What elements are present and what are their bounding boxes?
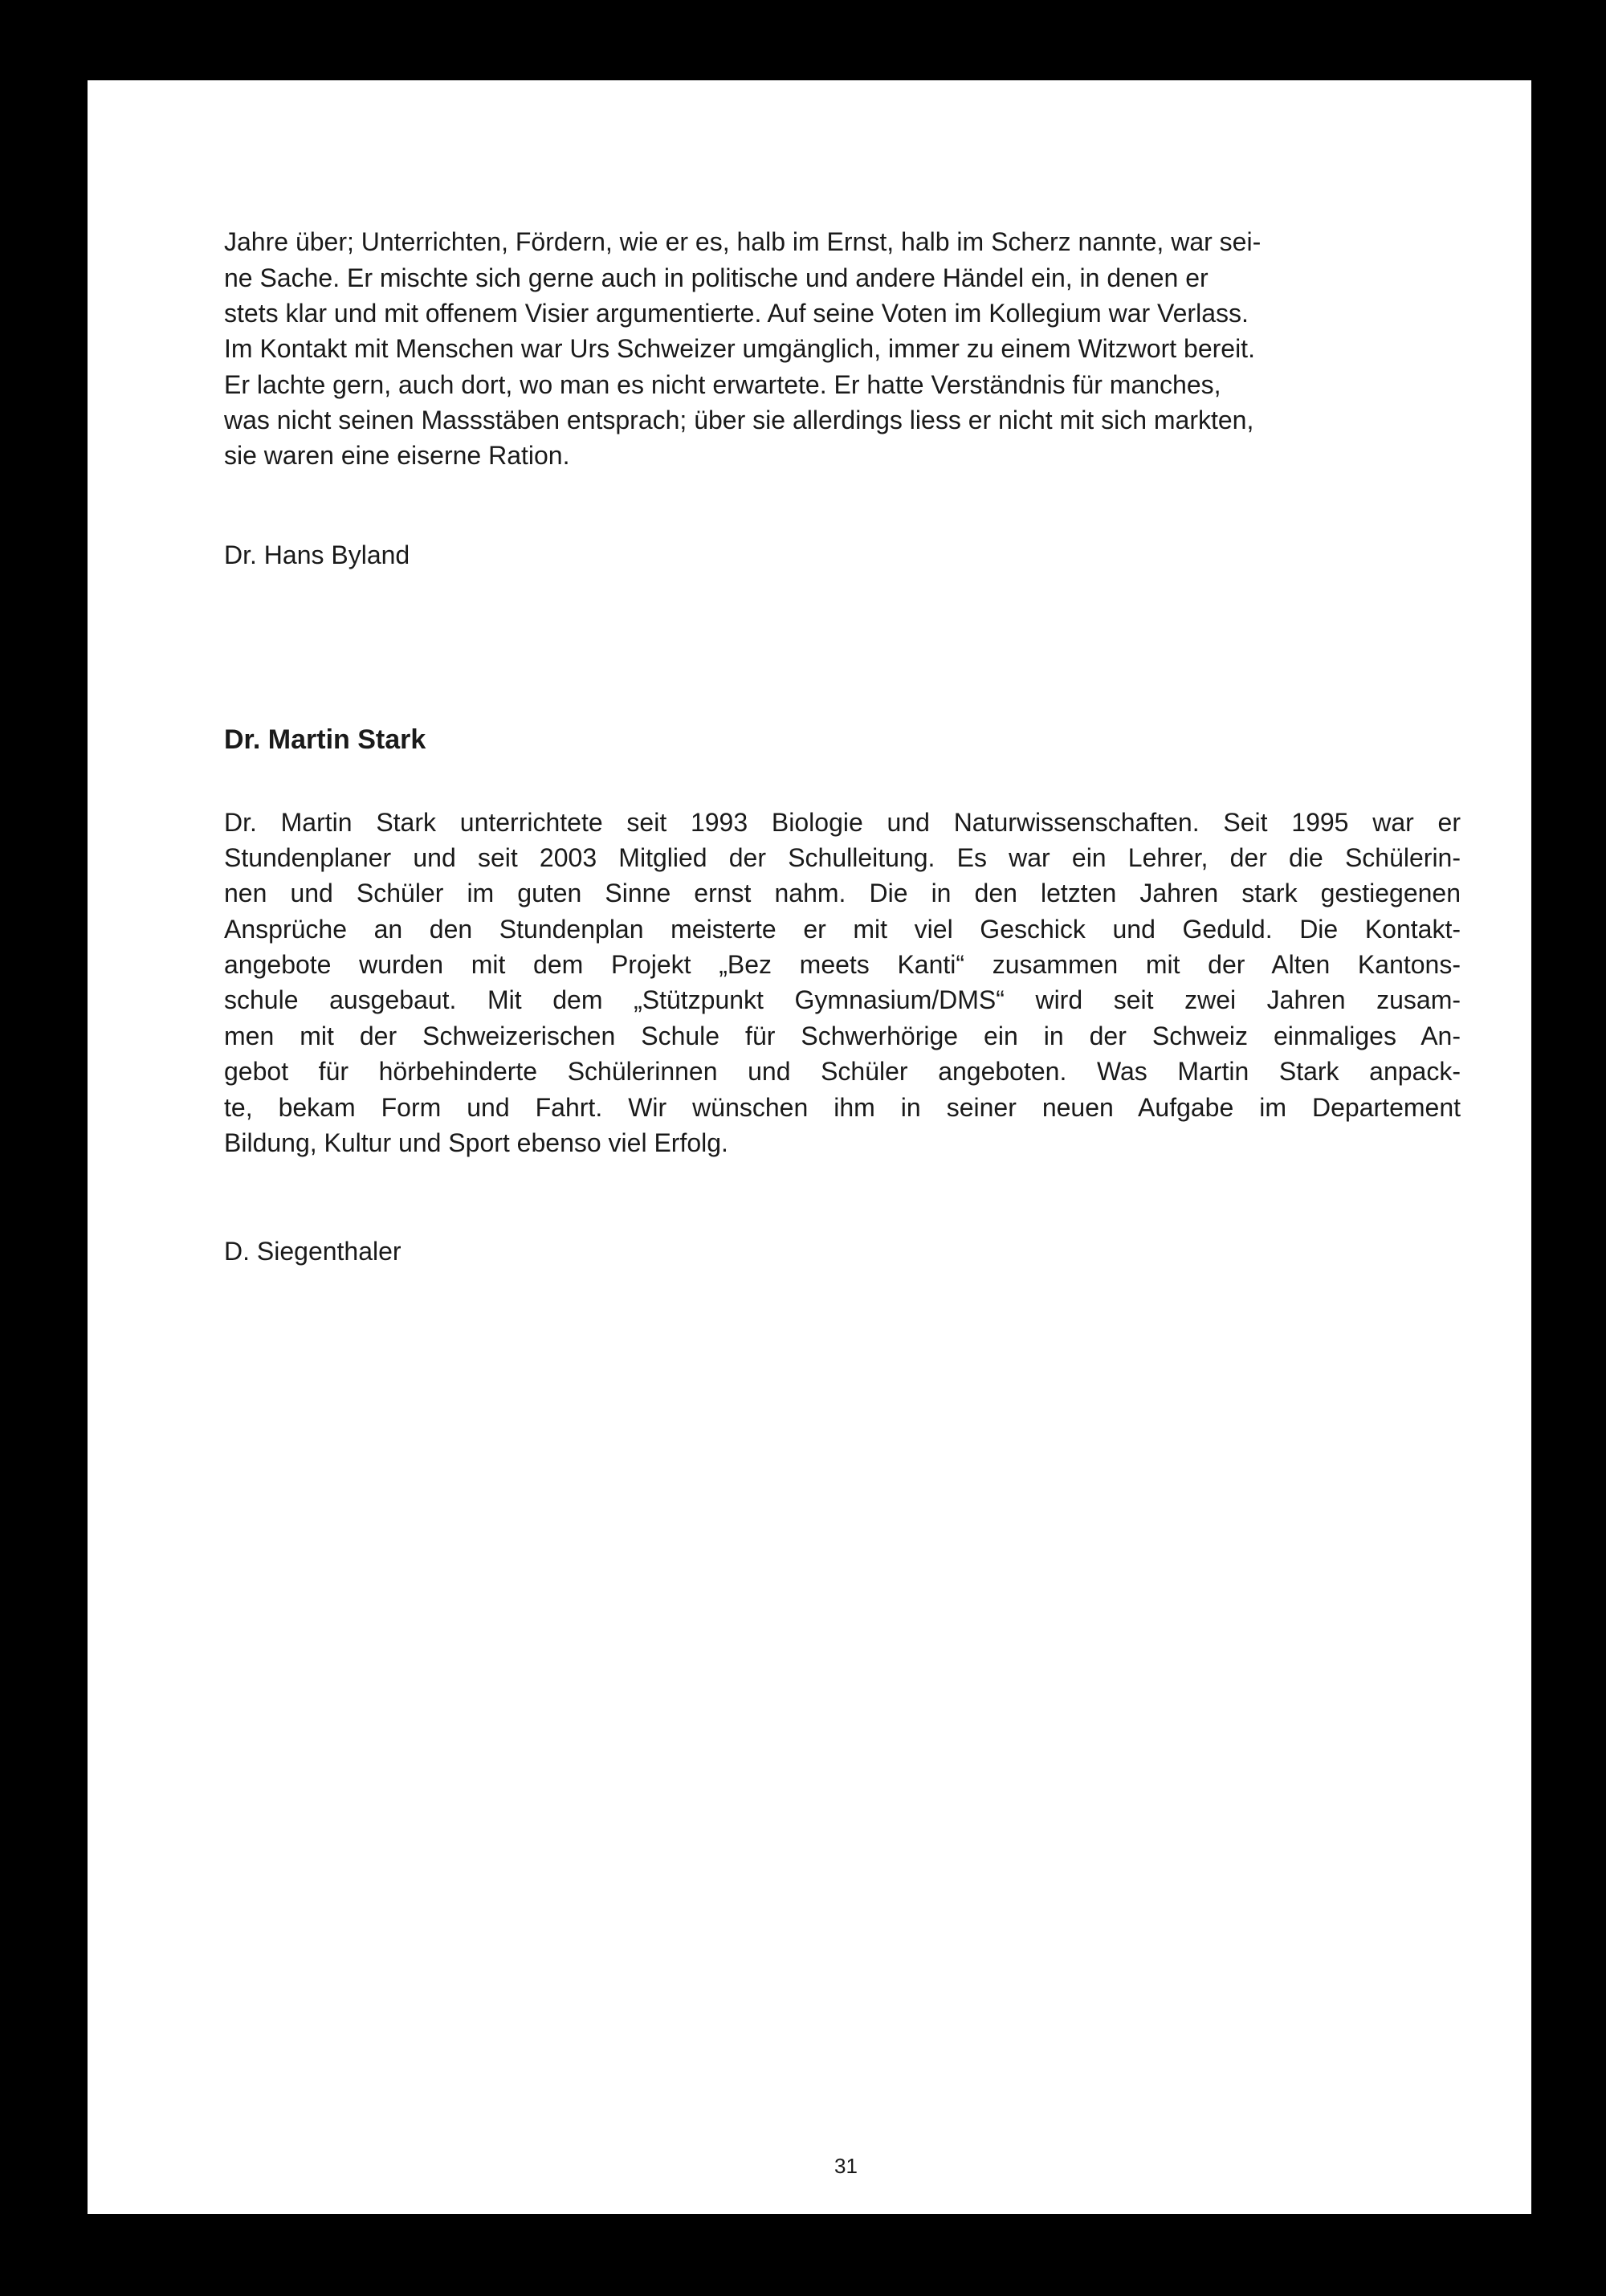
text-line: sie waren eine eiserne Ration.: [224, 441, 570, 470]
text-line: Im Kontakt mit Menschen war Urs Schweizer umgänglich, immer zu einem Witzwort bereit.: [224, 334, 1255, 363]
text-line: gebot für hörbehinderte Schülerinnen und Schüler angeboten. Was Martin Stark anpack-: [224, 1057, 1461, 1086]
text-line: ne Sache. Er mischte sich gerne auch in politische und andere Händel ein, in denen er: [224, 263, 1209, 292]
author-signature: D. Siegenthaler: [224, 1237, 402, 1266]
text-line: Ansprüche an den Stundenplan meisterte er mit viel Geschick und Geduld. Die Kontakt-: [224, 915, 1461, 944]
text-line: Bildung, Kultur und Sport ebenso viel Erfolg.: [224, 1128, 728, 1157]
text-line: Jahre über; Unterrichten, Fördern, wie er es, halb im Ernst, halb im Scherz nannte, war sei-: [224, 227, 1262, 256]
text-line: schule ausgebaut. Mit dem „Stützpunkt Gymnasium/DMS“ wird seit zwei Jahren zusam-: [224, 985, 1461, 1014]
text-line: Er lachte gern, auch dort, wo man es nicht erwartete. Er hatte Verständnis für manches,: [224, 370, 1221, 399]
text-line: angebote wurden mit dem Projekt „Bez meets Kanti“ zusammen mit der Alten Kantons-: [224, 950, 1461, 979]
document-page: [88, 80, 1531, 2214]
text-line: men mit der Schweizerischen Schule für Schwerhörige ein in der Schweiz einmaliges An-: [224, 1022, 1461, 1050]
text-line: Stundenplaner und seit 2003 Mitglied der Schulleitung. Es war ein Lehrer, der die Schülerin-: [224, 843, 1461, 872]
text-line: nen und Schüler im guten Sinne ernst nahm. Die in den letzten Jahren stark gestiegenen: [224, 879, 1461, 907]
text-line: was nicht seinen Massstäben entsprach; über sie allerdings liess er nicht mit sich markten,: [224, 406, 1254, 434]
author-signature: Dr. Hans Byland: [224, 540, 410, 569]
page-number: 31: [834, 2154, 858, 2178]
text-line: te, bekam Form und Fahrt. Wir wünschen ihm in seiner neuen Aufgabe im Departement: [224, 1093, 1461, 1122]
text-line: Dr. Martin Stark unterrichtete seit 1993 Biologie und Naturwissenschaften. Seit 1995 war er: [224, 808, 1461, 837]
text-line: stets klar und mit offenem Visier argumentierte. Auf seine Voten im Kollegium war Verlass.: [224, 299, 1249, 328]
section-heading: Dr. Martin Stark: [224, 724, 426, 755]
